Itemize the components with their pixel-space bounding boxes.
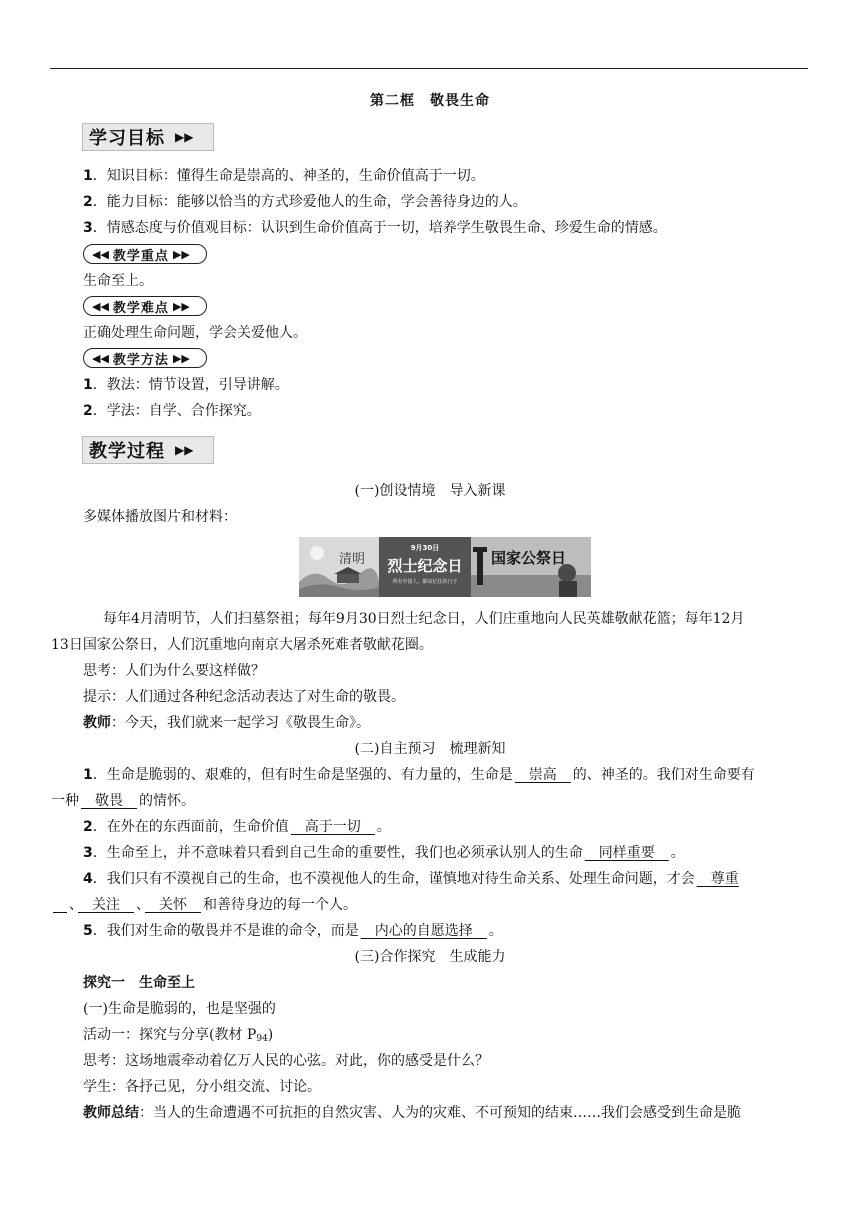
page-title: 第二框 敬畏生命	[370, 93, 490, 109]
memorial-day-image	[471, 537, 591, 597]
teaching-process-banner	[82, 436, 214, 464]
answer-blank: 尊重	[696, 871, 739, 887]
martyrs-subtitle: 所有中国人，都该记住的日子	[392, 579, 458, 585]
section3-think: 思考：这场地震牵动着亿万人民的心弦。对此，你的感受是什么？	[83, 1053, 489, 1069]
learning-goals-banner	[82, 123, 214, 151]
martyrs-title: 烈士纪念日	[387, 557, 463, 575]
preview-item: 3．生命至上，并不意味着只看到自己生命的重要性，我们也必须承认别人的生命 同样重要 。	[83, 845, 685, 861]
answer-blank	[51, 897, 69, 913]
method-item: 1．教法：情节设置，引导讲解。	[83, 377, 289, 393]
section-heading: (二)自主预习 梳理新知	[354, 741, 506, 757]
qingming-image	[299, 537, 379, 597]
answer-blank: 敬畏	[81, 793, 137, 809]
goal-item: 2．能力目标：能够以恰当的方式珍爱他人的生命，学会善待身边的人。	[83, 194, 527, 210]
section3-student: 学生：各抒己见，分小组交流、讨论。	[83, 1079, 321, 1095]
qingming-caption: 清明	[339, 552, 366, 567]
section1-think: 思考：人们为什么要这样做？	[83, 663, 265, 679]
goal-item: 3．情感态度与价值观目标：认识到生命价值高于一切，培养学生敬畏生命、珍爱生命的情感。	[83, 220, 667, 236]
answer-blank: 高于一切	[290, 819, 375, 835]
explore-title: 探究一 生命至上	[83, 975, 195, 991]
methods-label: 教学方法	[112, 352, 169, 368]
subheading: (一)生命是脆弱的，也是坚强的	[83, 1001, 276, 1017]
double-arrow-right-icon: ▶▶	[172, 247, 190, 261]
preview-item: 4．我们只有不漠视自己的生命，也不漠视他人的生命，谨慎地对待生命关系、处理生命问题，才会 尊重	[83, 871, 739, 887]
top-rule	[50, 68, 808, 69]
memorial-title: 国家公祭日	[491, 549, 567, 567]
activity-line: 活动一：探究与分享(教材 $P_{94}$)	[83, 1027, 274, 1044]
double-arrow-icon: ▶▶	[175, 130, 194, 144]
double-arrow-icon: ▶▶	[175, 443, 194, 457]
preview-item: 1．生命是脆弱的、艰难的，但有时生命是坚强的、有力量的，生命是 崇高 的、神圣的。我们对生命要有	[83, 767, 755, 783]
preview-item-cont: 、 关注 、 关怀 和善待身边的每一个人。	[51, 895, 357, 915]
preview-item-cont: 一种 敬畏 的情怀。	[51, 793, 195, 809]
key-points-banner	[83, 244, 207, 264]
martyrs-day-image	[379, 537, 471, 597]
section1-teacher: 教师：今天，我们就来一起学习《敬畏生命》。	[83, 715, 370, 731]
method-item: 2．学法：自学、合作探究。	[83, 403, 261, 419]
goal-item: 1．知识目标：懂得生命是崇高的、神圣的，生命价值高于一切。	[83, 168, 485, 184]
answer-blank: 同样重要	[584, 845, 669, 861]
methods-banner	[83, 348, 207, 368]
teaching-process-label: 教学过程	[89, 441, 165, 462]
section1-paragraph: 13日国家公祭日，人们沉重地向南京大屠杀死难者敬献花圈。	[51, 637, 433, 653]
section1-paragraph: 每年4月清明节，人们扫墓祭祖；每年9月30日烈士纪念日，人们庄重地向人民英雄敬献花篮；每年12月	[103, 611, 745, 627]
section-heading: (一)创设情境 导入新课	[354, 483, 506, 499]
key-points-label: 教学重点	[112, 248, 169, 264]
double-arrow-left-icon: ◀◀	[92, 351, 109, 365]
answer-blank: 关怀	[145, 897, 201, 913]
difficulties-label: 教学难点	[112, 300, 169, 316]
preview-item: 5．我们对生命的敬畏并不是谁的命令，而是 内心的自愿选择 。	[83, 923, 503, 939]
memorial-images	[299, 537, 591, 597]
martyrs-date: 9月30日	[410, 544, 440, 552]
section1-hint: 提示：人们通过各种纪念活动表达了对生命的敬畏。	[83, 689, 405, 705]
key-point-text: 生命至上。	[83, 273, 153, 289]
preview-item: 2．在外在的东西面前，生命价值 高于一切 。	[83, 819, 391, 835]
answer-blank: 内心的自愿选择	[360, 923, 487, 939]
section-heading: (三)合作探究 生成能力	[354, 949, 506, 965]
learning-goals-label: 学习目标	[89, 128, 165, 149]
difficulties-banner	[83, 296, 207, 316]
section1-intro: 多媒体播放图片和材料：	[83, 509, 237, 525]
answer-blank: 崇高	[514, 767, 571, 783]
section3-summary: 教师总结：当人的生命遭遇不可抗拒的自然灾害、人为的灾难、不可预知的结束……我们会感受到生命是脆	[83, 1105, 741, 1121]
double-arrow-right-icon: ▶▶	[172, 299, 190, 313]
answer-blank: 关注	[78, 897, 134, 913]
double-arrow-left-icon: ◀◀	[92, 299, 109, 313]
double-arrow-left-icon: ◀◀	[92, 247, 109, 261]
difficulty-text: 正确处理生命问题，学会关爱他人。	[83, 325, 307, 341]
double-arrow-right-icon: ▶▶	[172, 351, 190, 365]
